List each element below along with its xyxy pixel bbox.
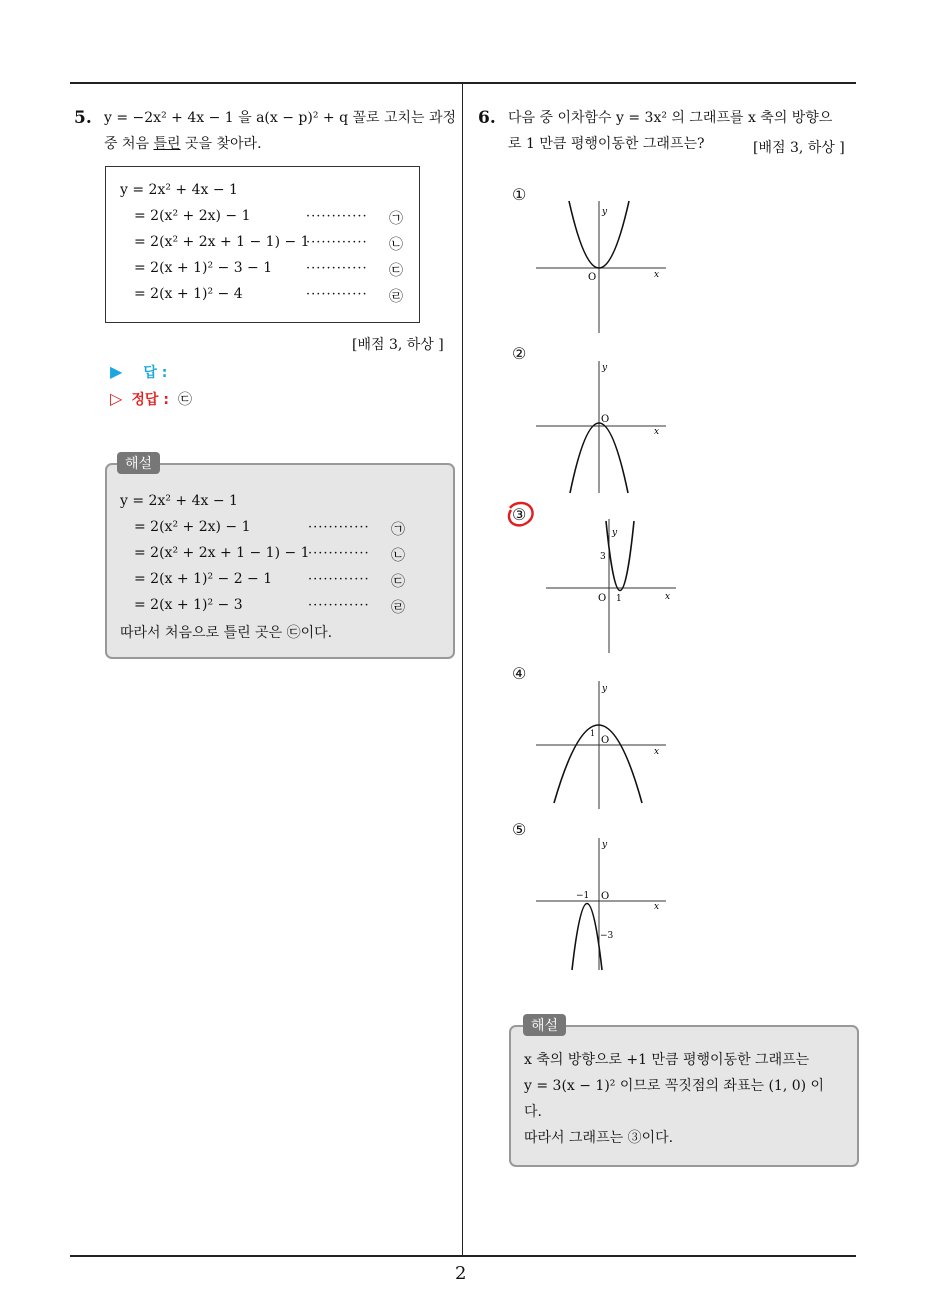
- q5-sol-step: = 2(x² + 2x + 1 − 1) − 1: [134, 545, 310, 561]
- bottom-rule: [70, 1255, 856, 1257]
- y-axis-label: y: [602, 207, 608, 217]
- parabola: [572, 904, 602, 971]
- q5-step: y = 2x² + 4x − 1: [120, 182, 238, 198]
- q6-number: 6.: [478, 108, 496, 128]
- choice-4-marker[interactable]: ④: [512, 664, 527, 683]
- q5-step-mark: ㉢: [389, 263, 403, 279]
- column-divider: [462, 84, 463, 1256]
- q5-step: = 2(x² + 2x) − 1: [134, 208, 251, 224]
- q5-sol-dots: ············: [308, 520, 370, 535]
- graph-choice-2: [530, 355, 670, 495]
- q5-sol-mark: ㉠: [391, 522, 405, 538]
- q5-score: [배점 3, 하상 ]: [352, 337, 444, 353]
- q5-step-mark: ㉠: [389, 211, 403, 227]
- q5-step-dots: ············: [306, 209, 368, 224]
- parabola: [554, 725, 642, 803]
- y-axis-label: y: [612, 528, 618, 538]
- q5-text-pre: 중 처음: [104, 136, 154, 152]
- q6-solution-box: [509, 1025, 859, 1167]
- q5-sol-dots: ············: [308, 572, 370, 587]
- q6-sol-line: y = 3(x − 1)² 이므로 꼭짓점의 좌표는 (1, 0) 이: [524, 1078, 825, 1094]
- answer-label: 답 :: [143, 365, 168, 381]
- q5-sol-dots: ············: [308, 598, 370, 613]
- x-axis-label: x: [654, 270, 660, 280]
- q6-text-line1: 다음 중 이차함수 y = 3x² 의 그래프를 x 축의 방향으: [508, 110, 833, 126]
- graph-choice-4: [530, 675, 670, 815]
- q5-correct-row: [110, 389, 192, 409]
- q5-step-dots: ············: [306, 261, 368, 276]
- q5-sol-step: = 2(x + 1)² − 3: [134, 597, 243, 613]
- x-axis-label: x: [654, 747, 660, 757]
- q6-score: [배점 3, 하상 ]: [753, 140, 845, 156]
- y-intercept-label: 3: [600, 552, 606, 562]
- x-axis-label: x: [654, 427, 660, 437]
- y-intercept-label: 1: [590, 729, 596, 738]
- q5-text-line2: [104, 131, 262, 158]
- q5-solution-box: [105, 463, 455, 659]
- q6-sol-line: x 축의 방향으로 +1 만큼 평행이동한 그래프는: [524, 1052, 810, 1068]
- q5-text-line1: y = −2x² + 4x − 1 을 a(x − p)² + q 꼴로 고치는 과정: [104, 110, 457, 126]
- origin-label: O: [601, 891, 610, 902]
- q6-sol-line: 다.: [524, 1104, 542, 1120]
- q5-step: = 2(x + 1)² − 3 − 1: [134, 260, 273, 276]
- play-icon: ▶: [110, 362, 123, 381]
- x-axis-label: x: [654, 902, 660, 912]
- q5-step: = 2(x² + 2x + 1 − 1) − 1: [134, 234, 310, 250]
- q5-sol-step: = 2(x² + 2x) − 1: [134, 519, 251, 535]
- origin-label: O: [588, 272, 597, 283]
- vertex-x-label: −1: [576, 891, 590, 901]
- origin-label: O: [598, 593, 607, 604]
- choice-5-marker[interactable]: ⑤: [512, 820, 527, 839]
- correct-label: 정답 :: [131, 392, 169, 408]
- q5-sol-conclusion: 따라서 처음으로 틀린 곳은 ㉢이다.: [120, 625, 333, 641]
- top-rule: [70, 82, 856, 84]
- q6-solution-tag: 해설: [523, 1014, 566, 1036]
- graph-choice-1: [530, 195, 670, 335]
- q5-steps-box: [105, 166, 420, 323]
- choice-1-marker[interactable]: ①: [512, 185, 527, 204]
- graph-choice-3: [540, 515, 680, 655]
- vertex-x-label: 1: [616, 594, 622, 604]
- q5-step-mark: ㉡: [389, 237, 403, 253]
- y-axis-label: y: [602, 684, 608, 694]
- q5-step: = 2(x + 1)² − 4: [134, 286, 243, 302]
- q5-text-emph: 틀린: [153, 136, 181, 152]
- q5-step-dots: ············: [306, 235, 368, 250]
- y-axis-label: y: [602, 363, 608, 373]
- outline-play-icon: ▷: [110, 389, 123, 408]
- page-number: 2: [455, 1263, 467, 1284]
- x-axis-label: x: [665, 592, 671, 602]
- origin-label: O: [601, 414, 610, 425]
- q5-sol-dots: ············: [308, 546, 370, 561]
- q5-answer-row: [110, 362, 167, 382]
- correct-value: ㉢: [178, 392, 193, 408]
- q5-step-mark: ㉣: [389, 289, 403, 305]
- q5-sol-mark: ㉣: [391, 600, 405, 616]
- parabola: [606, 521, 634, 591]
- choice-2-marker[interactable]: ②: [512, 344, 527, 363]
- q5-step-dots: ············: [306, 287, 368, 302]
- graph-choice-5: [530, 832, 670, 972]
- q5-sol-step: = 2(x + 1)² − 2 − 1: [134, 571, 273, 587]
- q5-sol-mark: ㉡: [391, 548, 405, 564]
- q5-text-post: 곳을 찾아라.: [180, 136, 262, 152]
- y-intercept-label: −3: [600, 931, 614, 941]
- q6-sol-line: 따라서 그래프는 ③이다.: [524, 1130, 674, 1146]
- origin-label: O: [601, 735, 610, 746]
- q5-solution-tag: 해설: [117, 452, 160, 474]
- choice-3-marker[interactable]: ③: [512, 505, 527, 524]
- q6-text-line2: 로 1 만큼 평행이동한 그래프는?: [508, 136, 705, 152]
- q5-sol-step: y = 2x² + 4x − 1: [120, 493, 238, 509]
- q5-sol-mark: ㉢: [391, 574, 405, 590]
- y-axis-label: y: [602, 840, 608, 850]
- q5-number: 5.: [74, 108, 92, 128]
